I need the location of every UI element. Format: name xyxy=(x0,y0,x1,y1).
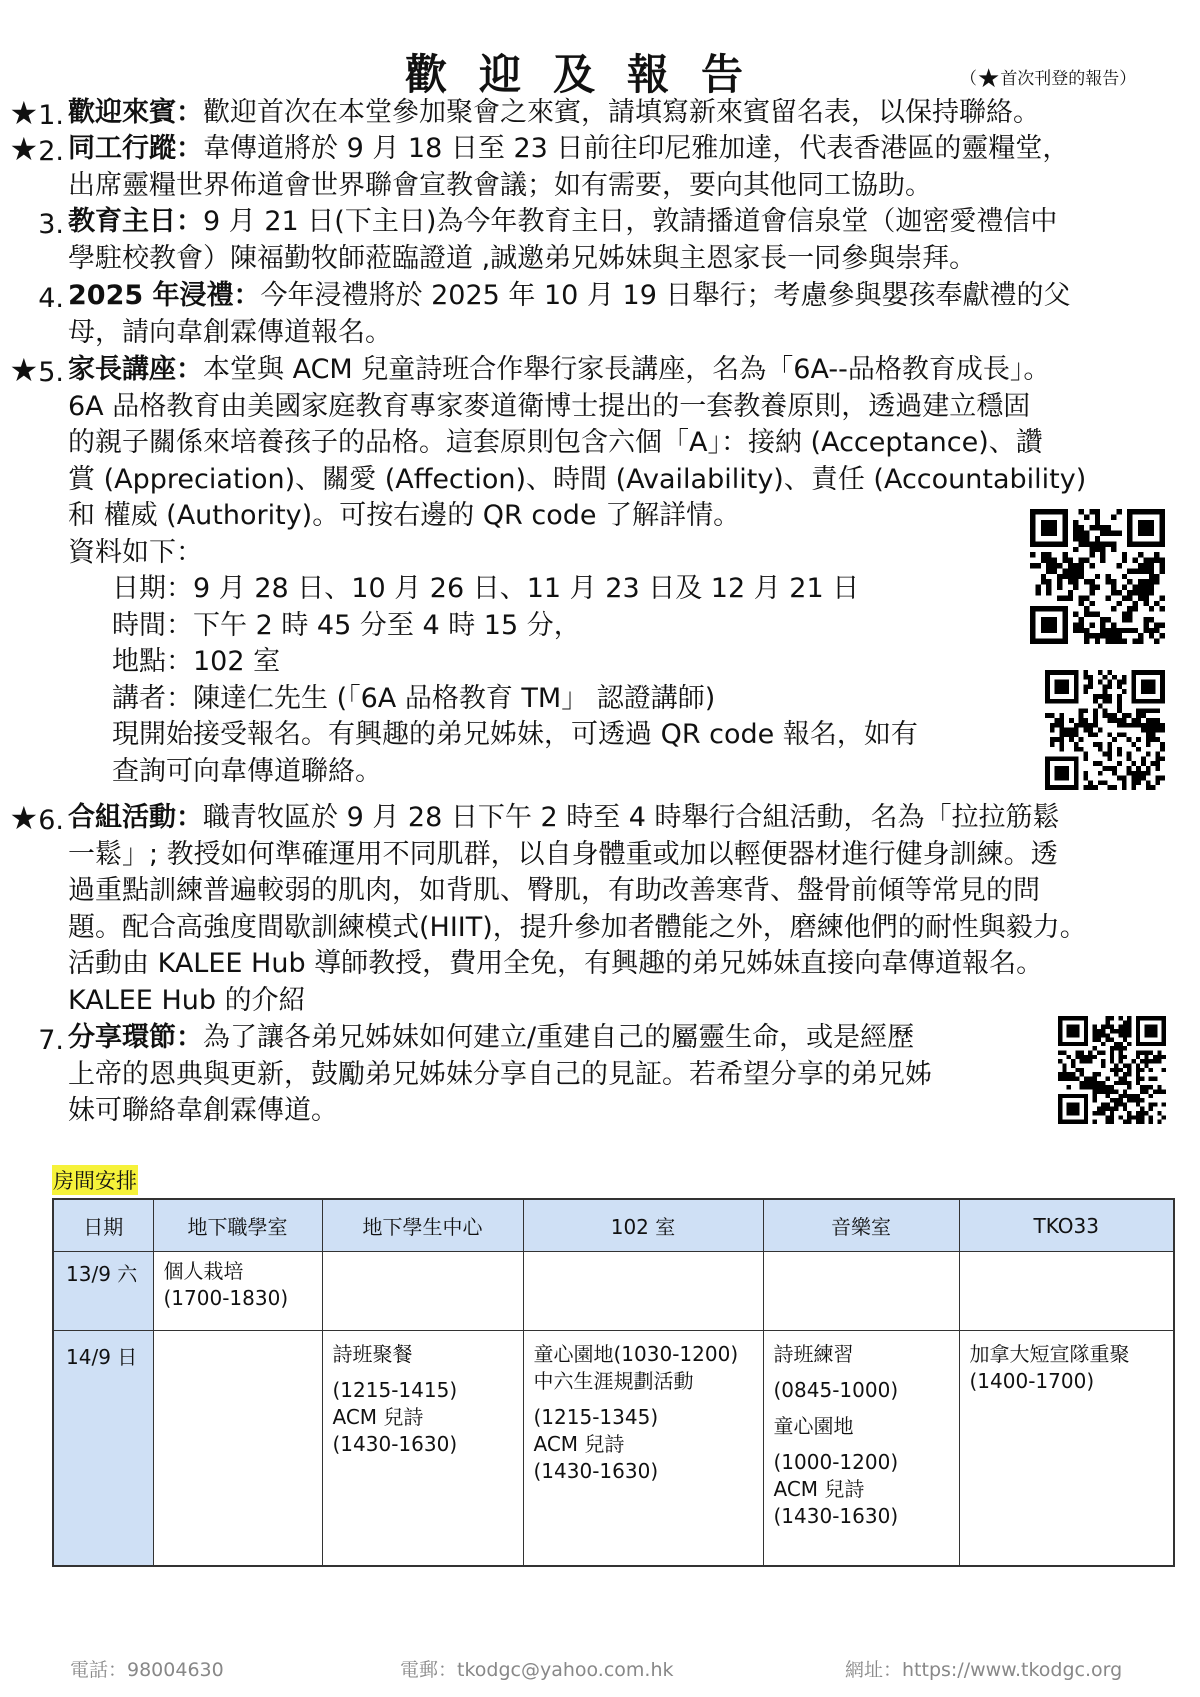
item-line: 和 權威 (Authority)。可按右邊的 QR code 了解詳情。 xyxy=(68,500,741,531)
footer-email[interactable]: 電郵：tkodgc@yahoo.com.hk xyxy=(400,1659,674,1681)
star-icon: ★ xyxy=(9,799,39,837)
announcement-item-1 xyxy=(0,95,1180,132)
item-line: 本堂與 ACM 兒童詩班合作舉行家長講座，名為「6A--品格教育成長」。 xyxy=(203,354,1051,385)
item-number: 7. xyxy=(38,1025,64,1056)
item-line: 母，請向韋創霖傳道報名。 xyxy=(68,316,392,348)
detail-registration: 現開始接受報名。有興趣的弟兄姊妹，可透過 QR code 報名，如有 xyxy=(112,719,918,750)
table-cell xyxy=(322,1252,523,1331)
announcement-item-5 xyxy=(0,352,1180,790)
table-cell xyxy=(153,1331,322,1567)
detail-speaker: 講者：陳達仁先生 (「6A 品格教育 TM」 認證講師) xyxy=(112,682,716,714)
star-icon: ★ xyxy=(9,94,39,132)
table-cell xyxy=(959,1252,1174,1331)
footer-phone: 電話：98004630 xyxy=(70,1659,224,1681)
first-publish-note-text: 首次刊登的報告） xyxy=(1000,69,1137,89)
table-header-row xyxy=(53,1199,1174,1252)
row-date: 14/9 日 xyxy=(53,1331,153,1567)
announcement-item-4 xyxy=(0,278,1180,351)
item-line: 職青牧區於 9 月 28 日下午 2 時至 4 時舉行合組活動，名為「拉拉筋鬆 xyxy=(203,802,1060,833)
item-number: ★1. xyxy=(9,94,64,132)
item-heading: 分享環節： xyxy=(68,1022,203,1053)
item-line: 過重點訓練普遍較弱的肌肉，如背肌、臀肌，有助改善寒背、盤骨前傾等常見的問 xyxy=(68,875,1040,906)
column-header-music-room: 音樂室 xyxy=(763,1199,959,1252)
item-line: 9 月 21 日(下主日)為今年教育主日，敦請播道會信泉堂（迦密愛禮信中 xyxy=(203,206,1058,237)
column-header-student-centre: 地下學生中心 xyxy=(322,1199,523,1252)
item-line: 出席靈糧世界佈道會世界聯會宣教會議；如有需要，要向其他同工協助。 xyxy=(68,169,932,201)
room-arrangement-table xyxy=(52,1198,1175,1567)
item-number: ★2. xyxy=(9,130,64,168)
table-row xyxy=(53,1252,1174,1331)
item-line: 上帝的恩典與更新，鼓勵弟兄姊妹分享自己的見証。若希望分享的弟兄姊 xyxy=(68,1058,932,1090)
star-icon: ★ xyxy=(9,351,39,389)
table-cell: 個人栽培 (1700-1830) xyxy=(153,1252,322,1331)
table-cell: 童心園地(1030-1200) 中六生涯規劃活動 (1215-1345) ACM 兒詩 (1430-1630) xyxy=(523,1331,763,1567)
item-line: 學駐校教會）陳福勤牧師蒞臨證道 ,誠邀弟兄姊妹與主恩家長一同參與崇拜。 xyxy=(68,242,977,274)
item-heading: 歡迎來賓： xyxy=(68,97,203,128)
item-heading: 教育主日： xyxy=(68,206,203,237)
item-line: 妹可聯絡韋創霖傳道。 xyxy=(68,1095,338,1126)
table-cell: 詩班聚餐 (1215-1415) ACM 兒詩 (1430-1630) xyxy=(322,1331,523,1567)
item-line: 資料如下： xyxy=(68,536,203,568)
table-cell: 加拿大短宣隊重聚 (1400-1700) xyxy=(959,1331,1174,1567)
qr-code-icon[interactable] xyxy=(1030,509,1165,644)
item-line: 一鬆」; 教授如何準確運用不同肌群，以自身體重或加以輕便器材進行健身訓練。透 xyxy=(68,838,1058,870)
item-line: 今年浸禮將於 2025 年 10 月 19 日舉行；考慮參與嬰孩奉獻禮的父 xyxy=(260,280,1071,311)
table-cell xyxy=(523,1252,763,1331)
star-icon: ★ xyxy=(9,130,39,168)
column-header-room-102: 102 室 xyxy=(523,1199,763,1252)
column-header-tko33: TKO33 xyxy=(959,1199,1174,1252)
item-heading: 2025 年浸禮： xyxy=(68,280,261,311)
qr-code-icon[interactable] xyxy=(1045,670,1165,790)
detail-date: 日期：9 月 28 日、10 月 26 日、11 月 23 日及 12 月 21 日 xyxy=(112,573,860,604)
announcement-item-3 xyxy=(0,204,1180,277)
detail-venue: 地點：102 室 xyxy=(112,646,281,677)
footer-website[interactable]: 網址：https://www.tkodgc.org xyxy=(845,1659,1123,1681)
first-publish-note: （★首次刊登的報告） xyxy=(960,64,1137,94)
page-title: 歡迎及報告 xyxy=(405,50,776,99)
item-line: 題。配合高強度間歇訓練模式(HIIT)，提升參加者體能之外，磨練他們的耐性與毅力。 xyxy=(68,911,1087,943)
item-number: 4. xyxy=(38,283,64,314)
detail-time: 時間：下午 2 時 45 分至 4 時 15 分， xyxy=(112,609,581,641)
item-heading: 家長講座： xyxy=(68,354,203,385)
column-header-date: 日期 xyxy=(53,1199,153,1252)
item-line: 賞 (Appreciation)、關愛 (Affection)、時間 (Availability)、責任 (Accountability) xyxy=(68,463,1087,495)
item-line: 歡迎首次在本堂參加聚會之來賓，請填寫新來賓留名表，以保持聯絡。 xyxy=(203,97,1040,128)
item-heading: 合組活動： xyxy=(68,802,203,833)
announcement-item-2 xyxy=(0,131,1180,204)
item-heading: 同工行蹤： xyxy=(68,133,203,164)
item-number: ★6. xyxy=(9,799,64,837)
table-row xyxy=(53,1331,1174,1567)
room-arrangement-label: 房間安排 xyxy=(52,1165,138,1195)
star-icon: ★ xyxy=(977,64,1001,94)
table-cell xyxy=(763,1252,959,1331)
item-line: KALEE Hub 的介紹 xyxy=(68,984,306,1016)
item-line: 活動由 KALEE Hub 導師教授，費用全免，有興趣的弟兄姊妹直接向韋傳道報名。 xyxy=(68,948,1044,979)
announcement-item-7 xyxy=(0,1020,1180,1130)
item-number: ★5. xyxy=(9,351,64,389)
qr-code-icon[interactable] xyxy=(1058,1016,1166,1124)
item-line: 為了讓各弟兄姊妹如何建立/重建自己的屬靈生命，或是經歷 xyxy=(203,1022,915,1053)
item-number: 3. xyxy=(38,209,64,240)
announcement-item-6 xyxy=(0,800,1180,1019)
column-header-basement-room: 地下職學室 xyxy=(153,1199,322,1252)
item-line: 韋傳道將於 9 月 18 日至 23 日前往印尼雅加達，代表香港區的靈糧堂， xyxy=(203,133,1070,164)
row-date: 13/9 六 xyxy=(53,1252,153,1331)
item-line: 6A 品格教育由美國家庭教育專家麥道衛博士提出的一套教養原則，透過建立穩固 xyxy=(68,390,1031,422)
item-line: 的親子關係來培養孩子的品格。這套原則包含六個「A」：接納 (Acceptance)、讚 xyxy=(68,427,1043,458)
detail-enquiry: 查詢可向韋傳道聯絡。 xyxy=(112,755,382,787)
table-cell: 詩班練習 (0845-1000) 童心園地 (1000-1200) ACM 兒詩 (1430-1630) xyxy=(763,1331,959,1567)
